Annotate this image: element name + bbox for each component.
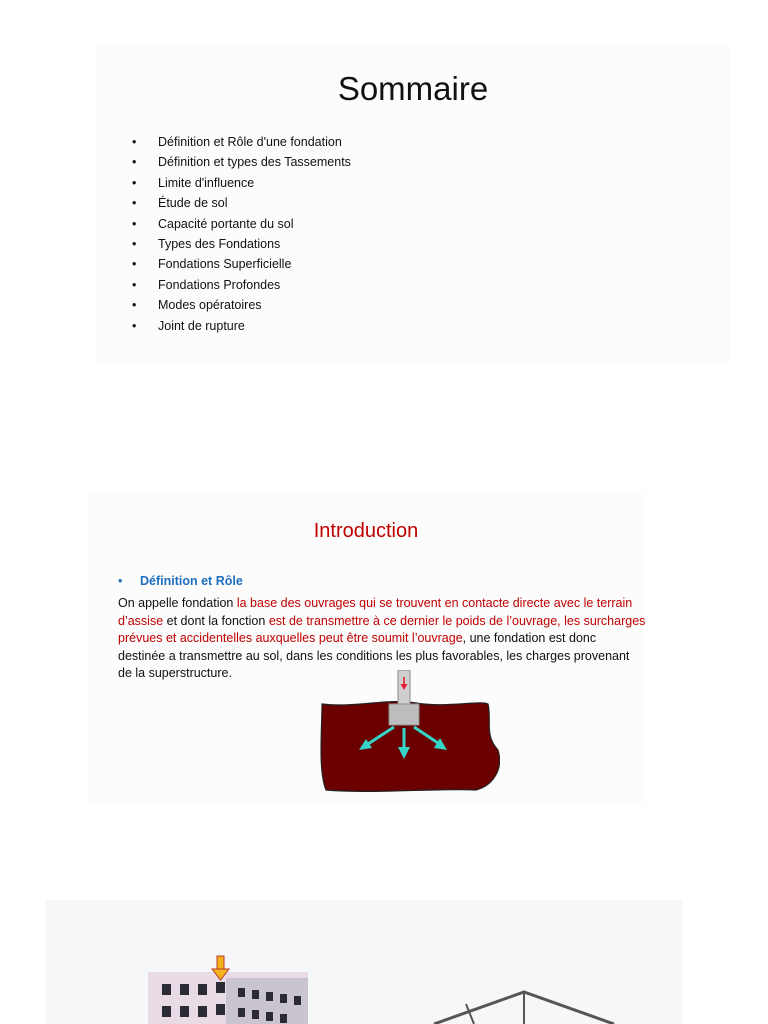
bullet-icon: • (132, 196, 137, 211)
paragraph-highlight: la base des ouvrages qui se trouvent en contacte directe avec le terrain d’assise (118, 596, 633, 628)
footing (389, 704, 419, 725)
list-item (132, 275, 351, 295)
list-item-label: Définition et types des Tassements (158, 155, 351, 170)
subheading (118, 574, 243, 588)
bullet-icon: • (132, 155, 137, 170)
bullet-icon: • (132, 318, 137, 333)
load-arrow-shaft (217, 956, 224, 970)
list-item-label: Limite d'influence (158, 175, 255, 190)
bullet-icon: • (132, 236, 137, 251)
list-item (132, 132, 351, 152)
list-item (132, 193, 351, 213)
list-item-label: Définition et Rôle d'une fondation (158, 135, 342, 149)
subheading-label: Définition et Rôle (140, 574, 243, 588)
list-item (132, 234, 351, 254)
bullet-icon: • (132, 257, 137, 272)
paragraph-text: On appelle fondation (118, 596, 237, 610)
structures-illustration (46, 900, 682, 1024)
list-item-label: Étude de sol (158, 196, 228, 211)
list-item-label: Modes opératoires (158, 298, 262, 313)
list-item-label: Fondations Profondes (158, 277, 281, 292)
bullet-icon: • (132, 277, 137, 292)
slide-introduction (88, 492, 644, 804)
summary-list (132, 132, 351, 336)
bullet-icon: • (118, 574, 123, 588)
bullet-icon: • (132, 216, 137, 231)
list-item (132, 295, 351, 315)
list-item (132, 316, 351, 336)
paragraph-text: et dont la fonction (163, 613, 269, 628)
list-item (132, 214, 351, 234)
bullet-icon: • (132, 298, 137, 313)
list-item-label: Types des Fondations (158, 236, 281, 251)
bullet-icon: • (132, 135, 137, 149)
paragraph-highlight: est de transmettre à ce dernier le poids de l’ouvrage, les surcharges prévues et accidentelles auxquelles peut être soumit l’ouvrage (118, 613, 646, 646)
paragraph-text: , une fondation est donc destinée a transmettre au sol, dans les conditions les plus favorables, les charges provenant de la superstructure. (118, 631, 630, 681)
slide-title: Introduction (313, 520, 419, 542)
foundation-diagram (316, 670, 500, 792)
slide-structures (46, 900, 682, 1024)
list-item (132, 254, 351, 274)
list-item-label: Capacité portante du sol (158, 216, 294, 231)
list-item-label: Fondations Superficielle (158, 257, 292, 272)
truss-brace-left (466, 1004, 474, 1024)
list-item-label: Joint de rupture (158, 318, 245, 333)
slide-sommaire (96, 46, 730, 364)
list-item (132, 173, 351, 193)
slide-title: Sommaire (337, 70, 489, 107)
bullet-icon: • (132, 175, 137, 190)
list-item (132, 152, 351, 172)
